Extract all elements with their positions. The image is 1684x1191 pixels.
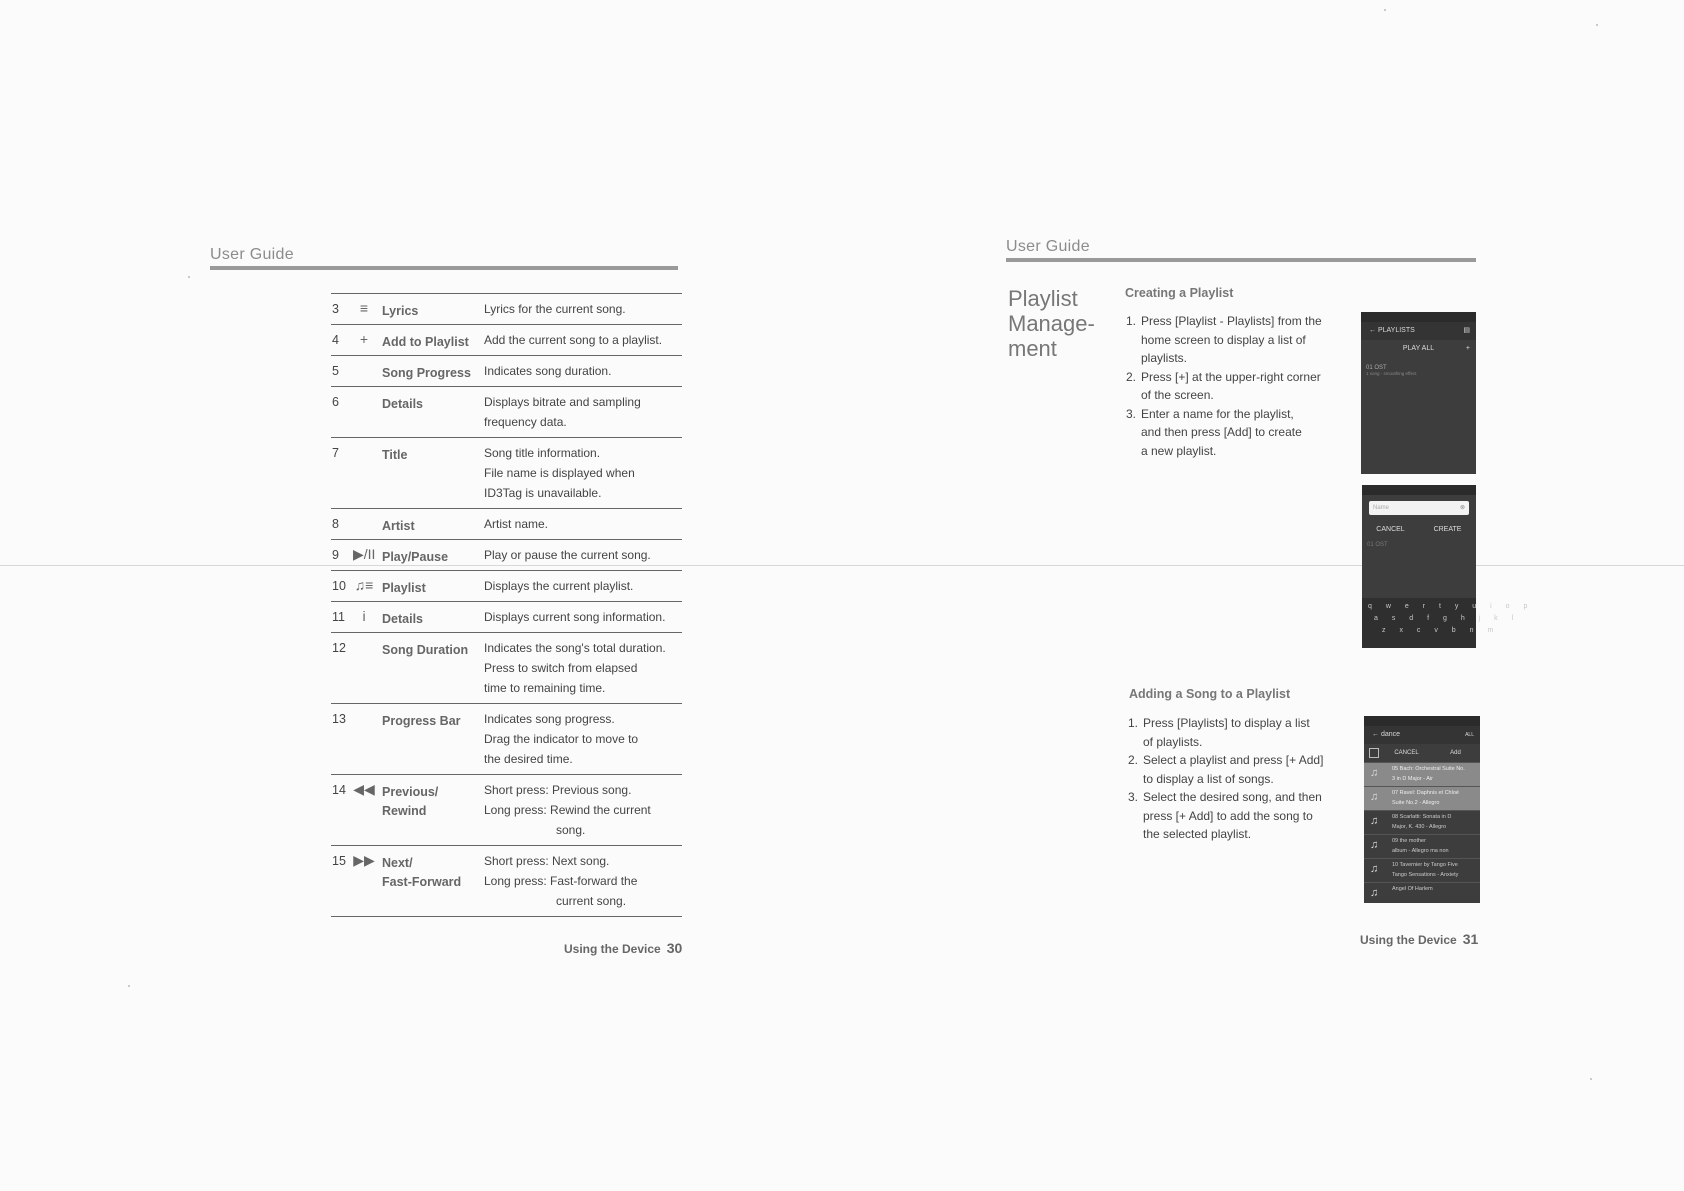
step-number: 2.	[1126, 369, 1137, 384]
row-name	[382, 333, 477, 352]
footer-label: Using the Device	[1360, 933, 1457, 947]
step-text-line: Press [Playlists] to display a list	[1143, 716, 1310, 730]
status-bar	[1364, 716, 1480, 726]
table-row	[331, 846, 682, 917]
row-description-line: Play or pause the current song.	[484, 548, 651, 562]
row-number: 4	[332, 333, 339, 347]
left-header-rule	[210, 266, 678, 270]
row-description-line: song.	[556, 823, 586, 837]
step-item	[1128, 751, 1358, 788]
song-row	[1364, 858, 1480, 882]
row-description	[484, 540, 682, 570]
keyboard-row: a s d f g h j k l	[1374, 615, 1520, 622]
song-title: 10 Tavernier by Tango Five	[1392, 862, 1458, 868]
step-number: 1.	[1128, 716, 1139, 730]
row-description	[484, 704, 682, 774]
page-number: 30	[666, 940, 683, 956]
screen-title: PLAYLISTS	[1377, 327, 1415, 334]
footer-label: Using the Device	[564, 942, 661, 956]
row-number: 12	[332, 641, 346, 655]
screenshot-add-songs	[1364, 716, 1480, 903]
row-name	[382, 364, 477, 383]
step-number: 3.	[1128, 790, 1139, 804]
song-subtitle: 3 in D Major - Air	[1392, 776, 1433, 782]
reference-table	[331, 293, 682, 917]
row-description-line: Short press: Previous song.	[484, 783, 632, 797]
screenshot-playlists	[1361, 312, 1476, 474]
row-description-line: Artist name.	[484, 517, 549, 531]
row-description-line: time to remaining time.	[484, 681, 606, 695]
add-button: Add	[1450, 750, 1461, 756]
song-subtitle: Major, K. 430 - Allegro	[1392, 824, 1447, 830]
step-text-line: Enter a name for the playlist,	[1141, 406, 1294, 421]
step-text-line: Press [Playlist - Playlists] from the	[1141, 314, 1322, 328]
row-name-line: Progress Bar	[382, 714, 461, 728]
step-item	[1126, 405, 1346, 461]
row-name	[382, 783, 477, 821]
song-subtitle: Suite No.2 - Allegro	[1392, 800, 1440, 806]
table-row	[331, 509, 682, 540]
table-row	[331, 633, 682, 704]
rewind-icon: ◀◀	[353, 781, 375, 797]
section-title	[1008, 286, 1095, 361]
row-description	[484, 325, 682, 355]
fast-forward-icon: ▶▶	[353, 852, 375, 868]
row-number: 15	[332, 854, 346, 868]
table-row	[331, 775, 682, 846]
step-item	[1128, 788, 1358, 844]
row-description-line: Indicates song progress.	[484, 712, 615, 726]
row-description-line: ID3Tag is unavailable.	[484, 486, 602, 500]
song-row	[1364, 834, 1480, 858]
row-description	[484, 356, 682, 386]
table-row	[331, 602, 682, 633]
row-name-line: Artist	[382, 519, 415, 533]
table-row	[331, 571, 682, 602]
row-name	[382, 854, 477, 892]
right-header-rule	[1006, 258, 1476, 262]
step-number: 1.	[1126, 314, 1137, 328]
song-title: 07 Ravel: Daphnis et Chloé	[1392, 790, 1459, 796]
step-text-line: the selected playlist.	[1143, 827, 1252, 841]
playlist-item-sub: 1 song · smoothing effect	[1366, 371, 1417, 376]
keyboard-row: z x c v b n m	[1382, 627, 1500, 634]
screenshot-create-playlist	[1362, 485, 1534, 648]
row-description	[484, 846, 682, 916]
scan-speck	[1590, 1078, 1592, 1080]
step-text-line: Select a playlist and press [+ Add]	[1143, 753, 1324, 767]
table-row	[331, 540, 682, 571]
playlist-icon: ♫≡	[354, 577, 374, 593]
row-description	[484, 775, 682, 845]
row-description-line: current song.	[556, 894, 627, 908]
step-text-line: Press [+] at the upper-right corner	[1141, 369, 1321, 384]
row-number: 14	[332, 783, 346, 797]
play-all-button: PLAY ALL +	[1361, 340, 1476, 358]
row-name	[382, 610, 477, 629]
playlist-item-title: 01 OST	[1366, 365, 1387, 371]
row-name-line: Fast-Forward	[382, 875, 462, 889]
screen-title: dance	[1380, 731, 1401, 738]
song-row	[1364, 762, 1480, 786]
cancel-button: CANCEL	[1376, 526, 1405, 533]
table-row	[331, 387, 682, 438]
select-all-label: ALL	[1465, 732, 1474, 738]
row-name-line: Play/Pause	[382, 550, 449, 564]
row-number: 10	[332, 579, 346, 593]
info-icon: i	[362, 608, 366, 624]
creating-steps	[1126, 312, 1346, 460]
playlist-item	[1361, 362, 1476, 379]
song-title: Angel Of Harlem	[1392, 886, 1433, 892]
music-note-icon: ♫	[1370, 839, 1379, 851]
table-row	[331, 704, 682, 775]
song-subtitle: album - Allegro ma non	[1392, 848, 1449, 854]
table-row	[331, 294, 682, 325]
row-description-line: Drag the indicator to move to	[484, 732, 639, 746]
row-number: 9	[332, 548, 339, 562]
music-note-icon: ♫	[1370, 863, 1379, 875]
action-buttons	[1364, 744, 1480, 762]
status-bar	[1362, 485, 1476, 495]
row-name	[382, 712, 477, 731]
step-text-line: Select the desired song, and then	[1143, 790, 1322, 804]
row-description	[484, 633, 682, 703]
music-note-icon: ♫	[1370, 791, 1379, 803]
row-description-line: the desired time.	[484, 752, 573, 766]
row-name-line: Rewind	[382, 804, 427, 818]
scan-speck	[128, 985, 130, 987]
row-name-line: Song Duration	[382, 643, 469, 657]
row-number: 7	[332, 446, 339, 460]
step-text-line: to display a list of songs.	[1143, 771, 1274, 786]
row-description-line: Displays the current playlist.	[484, 579, 634, 593]
step-text-line: press [+ Add] to add the song to	[1143, 808, 1313, 823]
song-list	[1364, 762, 1480, 906]
play-pause-icon: ▶/II	[353, 546, 376, 562]
clear-icon: ⊗	[1459, 505, 1465, 511]
row-number: 8	[332, 517, 339, 531]
row-description-line: Indicates the song's total duration.	[484, 641, 666, 655]
scan-speck	[1384, 9, 1386, 11]
row-name-line: Song Progress	[382, 366, 471, 380]
song-row	[1364, 882, 1480, 906]
music-note-icon: ♫	[1370, 767, 1379, 779]
song-title: 08 Scarlatti: Sonata in D	[1392, 814, 1452, 820]
row-description	[484, 602, 682, 632]
row-description	[484, 294, 682, 324]
creating-heading: Creating a Playlist	[1125, 286, 1234, 300]
step-text-line: a new playlist.	[1141, 443, 1217, 458]
step-item	[1126, 368, 1346, 405]
section-title-line: Manage-	[1008, 311, 1095, 336]
row-description-line: frequency data.	[484, 415, 567, 429]
row-number: 5	[332, 364, 339, 378]
lyrics-icon: ≡	[359, 300, 369, 316]
keyboard	[1362, 598, 1534, 648]
step-text-line: home screen to display a list of	[1141, 332, 1306, 347]
row-description-line: Displays current song information.	[484, 610, 666, 624]
back-arrow-icon: ←	[1372, 731, 1379, 738]
row-name	[382, 446, 477, 465]
row-name-line: Next/	[382, 856, 413, 870]
scan-speck	[1596, 24, 1598, 26]
row-number: 6	[332, 395, 339, 409]
row-number: 13	[332, 712, 346, 726]
row-number: 11	[332, 610, 345, 624]
dialog-buttons	[1362, 521, 1476, 539]
app-bar	[1364, 726, 1480, 744]
music-note-icon: ♫	[1370, 815, 1379, 827]
song-row	[1364, 810, 1480, 834]
row-number: 3	[332, 302, 339, 316]
step-item	[1128, 714, 1358, 751]
name-field: Name ⊗	[1369, 501, 1469, 515]
right-footer	[1360, 931, 1478, 947]
cancel-button: CANCEL	[1394, 750, 1419, 756]
song-row	[1364, 786, 1480, 810]
checkbox-icon	[1369, 748, 1379, 758]
row-name	[382, 548, 477, 567]
step-text-line: of playlists.	[1143, 734, 1203, 749]
menu-icon: ▤	[1463, 327, 1470, 334]
adding-steps	[1128, 714, 1358, 844]
row-description	[484, 387, 682, 437]
left-footer	[564, 940, 682, 956]
step-text-line: and then press [Add] to create	[1141, 425, 1302, 439]
row-name-line: Add to Playlist	[382, 335, 469, 349]
row-name	[382, 579, 477, 598]
table-row	[331, 325, 682, 356]
create-button: CREATE	[1433, 526, 1462, 533]
playlist-item: 01 OST	[1367, 542, 1388, 548]
page-number: 31	[1462, 931, 1479, 947]
song-subtitle: Tango Sensations - Anxiety	[1392, 872, 1459, 878]
step-text-line: playlists.	[1141, 351, 1188, 365]
section-title-line: ment	[1008, 336, 1057, 361]
scan-speck	[188, 276, 190, 278]
row-description	[484, 509, 682, 539]
step-number: 2.	[1128, 753, 1139, 767]
row-name-line: Previous/	[382, 785, 439, 799]
keyboard-row: q w e r t y u i o p	[1368, 603, 1534, 610]
music-note-icon: ♫	[1370, 887, 1379, 899]
row-name-line: Details	[382, 397, 423, 411]
table-row	[331, 438, 682, 509]
row-description-line: Song title information.	[484, 446, 601, 460]
song-title: 09 the mother	[1392, 838, 1426, 844]
row-description-line: Indicates song duration.	[484, 364, 612, 378]
right-header-title: User Guide	[1006, 238, 1090, 255]
row-name	[382, 641, 477, 660]
app-bar	[1361, 322, 1476, 340]
row-description	[484, 438, 682, 508]
row-name	[382, 395, 477, 414]
add-playlist-icon: +	[1465, 345, 1470, 352]
row-description	[484, 571, 682, 601]
row-name-line: Details	[382, 612, 423, 626]
row-description-line: Add the current song to a playlist.	[484, 333, 663, 347]
row-description-line: File name is displayed when	[484, 466, 635, 480]
row-description-line: Lyrics for the current song.	[484, 302, 626, 316]
table-row	[331, 356, 682, 387]
row-name	[382, 517, 477, 536]
row-description-line: Long press: Rewind the current	[484, 803, 651, 817]
step-text-line: of the screen.	[1141, 388, 1214, 402]
row-name	[382, 302, 477, 321]
adding-heading: Adding a Song to a Playlist	[1129, 687, 1291, 701]
song-title: 05 Bach: Orchestral Suite No.	[1392, 766, 1465, 772]
back-arrow-icon: ←	[1369, 327, 1376, 334]
row-description-line: Short press: Next song.	[484, 854, 610, 868]
row-description-line: Long press: Fast-forward the	[484, 874, 638, 888]
status-bar	[1361, 312, 1476, 322]
step-item	[1126, 312, 1346, 368]
section-title-line: Playlist	[1008, 286, 1078, 311]
row-name-line: Title	[382, 448, 408, 462]
row-name-line: Playlist	[382, 581, 426, 595]
row-name-line: Lyrics	[382, 304, 419, 318]
row-description-line: Displays bitrate and sampling	[484, 395, 641, 409]
add-icon: +	[359, 331, 369, 347]
step-number: 3.	[1126, 406, 1137, 421]
left-header-title: User Guide	[210, 246, 294, 263]
row-description-line: Press to switch from elapsed	[484, 661, 638, 675]
